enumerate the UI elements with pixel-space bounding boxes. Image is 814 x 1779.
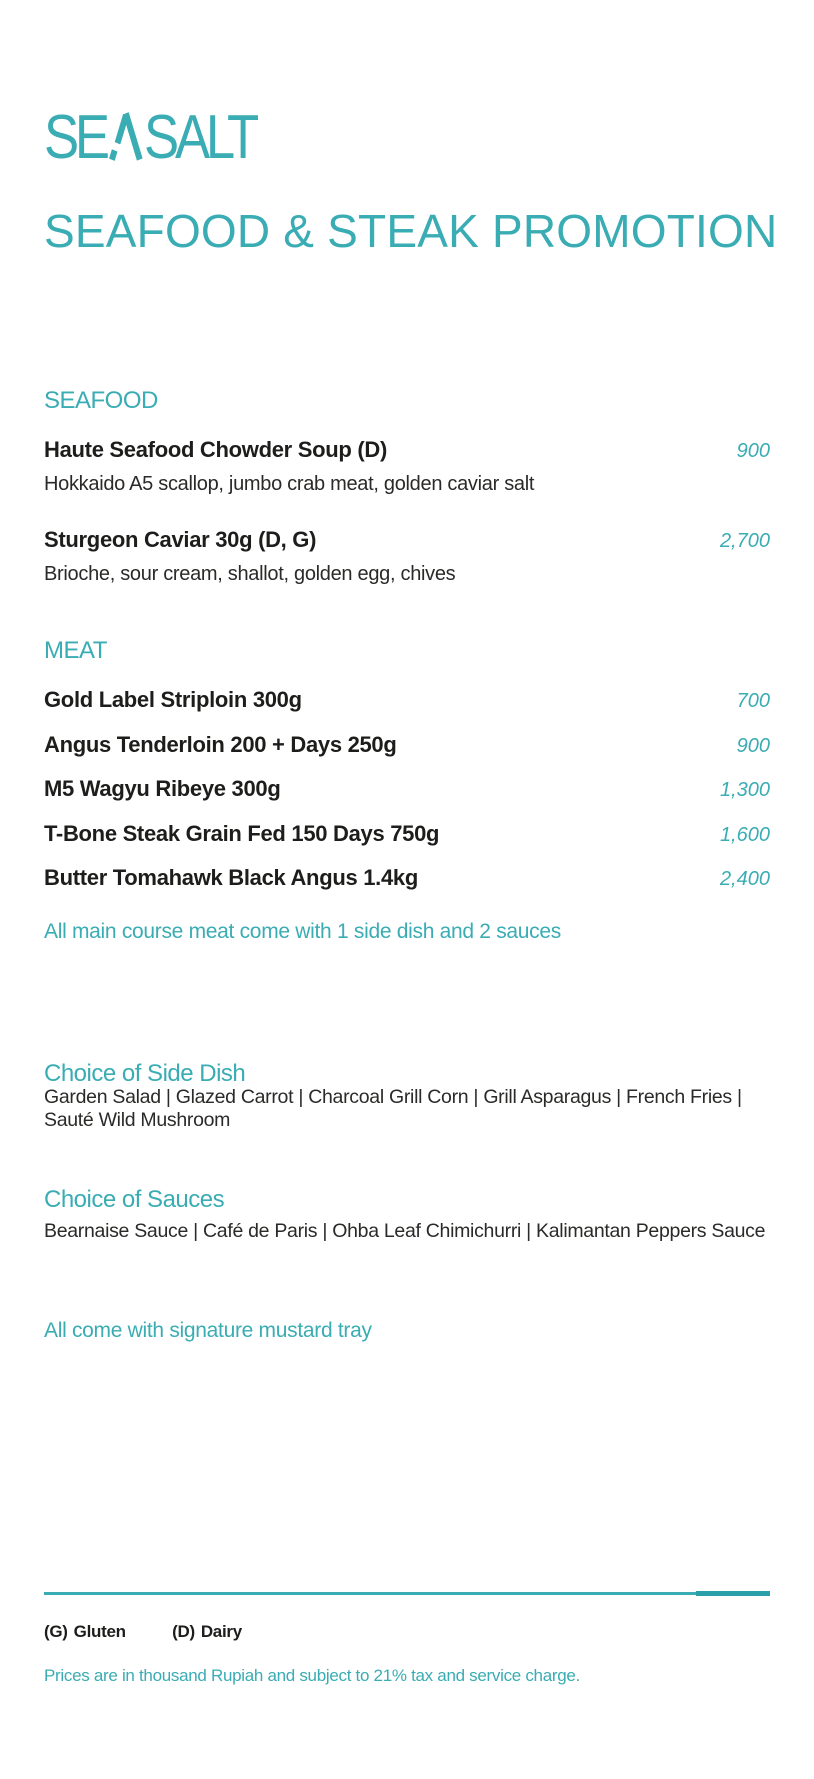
footer-divider xyxy=(44,1592,770,1595)
item-price: 900 xyxy=(736,735,770,757)
menu-item-row xyxy=(44,823,770,845)
menu-item-row xyxy=(44,867,770,889)
section-heading-seafood: SEAFOOD xyxy=(44,387,158,414)
item-price: 1,300 xyxy=(719,779,770,801)
item-name: M5 Wagyu Ribeye 300g xyxy=(44,776,281,801)
item-price: 900 xyxy=(736,440,770,462)
choice-heading-side-dish: Choice of Side Dish xyxy=(44,1060,246,1087)
section-heading-meat: MEAT xyxy=(44,637,107,664)
brand-logo xyxy=(44,103,255,172)
menu-item-row xyxy=(44,689,770,711)
item-name: Gold Label Striploin 300g xyxy=(44,687,302,712)
item-price: 1,600 xyxy=(719,824,770,846)
item-name: Angus Tenderloin 200 + Days 250g xyxy=(44,732,397,757)
item-name: Haute Seafood Chowder Soup (D) xyxy=(44,437,388,462)
menu-item-row xyxy=(44,529,770,551)
allergen-legend xyxy=(44,1623,284,1640)
item-name: Sturgeon Caviar 30g (D, G) xyxy=(44,527,317,552)
menu-item-row xyxy=(44,778,770,800)
mustard-note: All come with signature mustard tray xyxy=(44,1319,372,1342)
meat-note: All main course meat come with 1 side dish and 2 sauces xyxy=(44,920,561,943)
logo-text-post: SALT xyxy=(144,103,255,172)
choice-options-sauces: Bearnaise Sauce | Café de Paris | Ohba Leaf Chimichurri | Kalimantan Peppers Sauce xyxy=(44,1220,766,1242)
item-name: Butter Tomahawk Black Angus 1.4kg xyxy=(44,865,418,890)
menu-item-row xyxy=(44,439,770,461)
footer-divider-accent xyxy=(696,1591,770,1596)
item-price: 2,700 xyxy=(719,530,770,552)
logo-text-pre: SE xyxy=(44,103,106,172)
item-name: T-Bone Steak Grain Fed 150 Days 750g xyxy=(44,821,440,846)
item-description: Brioche, sour cream, shallot, golden egg, chives xyxy=(44,563,456,585)
menu-item-row xyxy=(44,734,770,756)
item-description: Hokkaido A5 scallop, jumbo crab meat, golden caviar salt xyxy=(44,473,535,495)
pricing-note: Prices are in thousand Rupiah and subject to 21% tax and service charge. xyxy=(44,1666,580,1685)
page-title: SEAFOOD & STEAK PROMOTION xyxy=(44,205,778,257)
item-price: 700 xyxy=(736,690,770,712)
legend-dairy: (D) Dairy xyxy=(172,1622,242,1641)
choice-options-side-dish: Garden Salad | Glazed Carrot | Charcoal Grill Corn | Grill Asparagus | French Fries | Sauté Wild Mushroom xyxy=(44,1086,742,1131)
logo-stylized-a-icon xyxy=(108,114,143,159)
item-price: 2,400 xyxy=(719,868,770,890)
legend-gluten: (G) Gluten xyxy=(44,1622,126,1641)
choice-heading-sauces: Choice of Sauces xyxy=(44,1186,225,1213)
